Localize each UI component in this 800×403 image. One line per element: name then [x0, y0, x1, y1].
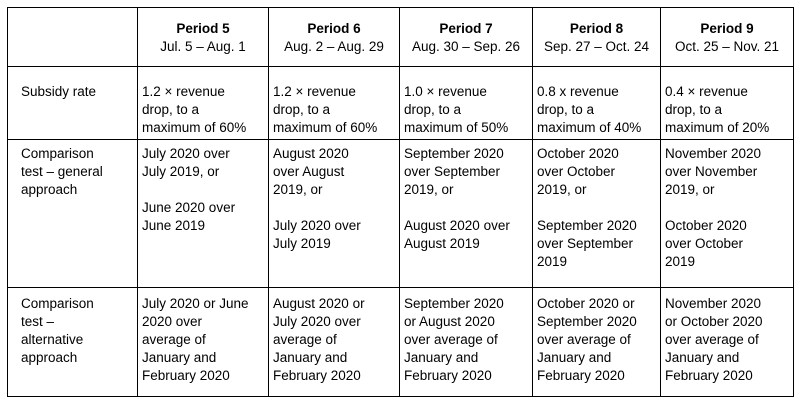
cell-line: average of [273, 332, 337, 347]
subsidy-rate-row [8, 67, 794, 140]
cell-line: 2020 over [142, 314, 203, 329]
table-cell [400, 140, 533, 288]
cell-line: February 2020 [537, 368, 625, 383]
corner-cell [8, 8, 138, 67]
cell-line: August 2020 or [273, 296, 365, 311]
cell-line: January and [404, 350, 479, 365]
cell-line: over October [665, 236, 744, 251]
cell-line: maximum of 60% [273, 120, 378, 135]
table-cell [533, 140, 661, 288]
cell-line: 1.2 × revenue [273, 84, 356, 99]
row-label [8, 140, 138, 288]
cell-line: October 2020 [665, 218, 747, 233]
cell-paragraph [537, 145, 656, 199]
table-cell [661, 140, 794, 288]
cell-line: maximum of 20% [665, 120, 770, 135]
cell-line: 2019 [537, 254, 568, 269]
cell-line: over September [537, 236, 634, 251]
cell-line: September 2020 [404, 296, 504, 311]
period-header [138, 8, 269, 67]
period-name: Period 8 [569, 21, 624, 36]
label-line: approach [21, 182, 78, 197]
subsidy-table [7, 7, 794, 397]
cell-paragraph [142, 145, 264, 181]
period-dates: Aug. 2 – Aug. 29 [284, 39, 384, 54]
cell-line: July 2020 over [273, 218, 361, 233]
cell-line: February 2020 [404, 368, 492, 383]
period-name: Period 9 [700, 21, 754, 36]
cell-paragraph [142, 199, 264, 235]
alternative-approach-row [8, 288, 794, 397]
period-header [400, 8, 533, 67]
table-cell [400, 288, 533, 397]
cell-line: over average of [537, 332, 631, 347]
cell-line: maximum of 60% [142, 120, 247, 135]
period-header [269, 8, 400, 67]
cell-line: June 2020 over [142, 200, 236, 215]
cell-line: September 2020 [537, 314, 637, 329]
row-label [8, 67, 138, 140]
table-cell [533, 288, 661, 397]
cell-line: July 2019 [273, 236, 331, 251]
cell-line: 0.4 × revenue [665, 84, 748, 99]
cell-line: January and [142, 350, 217, 365]
cell-paragraph [665, 145, 789, 199]
cell-line: January and [273, 350, 348, 365]
cell-line: August 2020 [273, 146, 349, 161]
general-approach-row [8, 140, 794, 288]
label-line: Comparison [21, 296, 94, 311]
cell-line: 1.2 × revenue [142, 84, 225, 99]
table-cell [533, 67, 661, 140]
label-line: approach [21, 350, 78, 365]
cell-line: November 2020 [665, 146, 762, 161]
cell-line: 2019, or [404, 182, 454, 197]
table-cell [661, 288, 794, 397]
cell-line: July 2020 over [142, 146, 230, 161]
period-name: Period 5 [176, 21, 230, 36]
cell-line: June 2019 [142, 218, 206, 233]
cell-line: 2019 [665, 254, 696, 269]
cell-line: over November [665, 164, 758, 179]
cell-line: 2019, or [537, 182, 587, 197]
cell-paragraph [273, 145, 395, 199]
cell-line: 2019, or [665, 182, 715, 197]
cell-line: July 2019, or [142, 164, 220, 179]
cell-line: August 2020 over [404, 218, 510, 233]
row-label [8, 288, 138, 397]
cell-line: February 2020 [273, 368, 361, 383]
cell-line: July 2020 or June [142, 296, 249, 311]
cell-line: September 2020 [537, 218, 637, 233]
period-dates: Jul. 5 – Aug. 1 [160, 39, 246, 54]
table-cell [138, 288, 269, 397]
table-cell [269, 288, 400, 397]
cell-line: maximum of 50% [404, 120, 509, 135]
table-cell [269, 67, 400, 140]
table-cell [661, 67, 794, 140]
cell-line: or October 2020 [665, 314, 763, 329]
cell-line: February 2020 [142, 368, 230, 383]
cell-line: drop, to a [665, 102, 723, 117]
table-cell [400, 67, 533, 140]
period-dates: Oct. 25 – Nov. 21 [674, 39, 780, 54]
period-dates: Sep. 27 – Oct. 24 [543, 39, 650, 54]
table-cell [138, 140, 269, 288]
cell-line: January and [665, 350, 740, 365]
row-label-text [21, 295, 121, 367]
cell-line: over September [404, 164, 501, 179]
cell-line: 1.0 × revenue [404, 84, 487, 99]
period-header [533, 8, 661, 67]
cell-paragraph [665, 217, 789, 271]
cell-line: average of [142, 332, 206, 347]
cell-line: over average of [404, 332, 498, 347]
cell-line: 2019, or [273, 182, 323, 197]
period-dates: Aug. 30 – Sep. 26 [411, 39, 521, 54]
cell-line: over August [273, 164, 345, 179]
cell-line: November 2020 [665, 296, 762, 311]
cell-line: August 2019 [404, 236, 480, 251]
cell-line: over October [537, 164, 616, 179]
cell-line: drop, to a [273, 102, 331, 117]
label-line: test – [21, 314, 55, 329]
cell-line: October 2020 or [537, 296, 635, 311]
cell-line: 0.8 x revenue [537, 84, 619, 99]
period-name: Period 7 [439, 21, 493, 36]
cell-line: drop, to a [142, 102, 200, 117]
cell-paragraph [404, 145, 528, 199]
label-line: test – general [21, 164, 103, 179]
header-row [8, 8, 794, 67]
period-header [661, 8, 794, 67]
table-cell [269, 140, 400, 288]
cell-line: maximum of 40% [537, 120, 642, 135]
label-line: Comparison [21, 146, 94, 161]
table-cell [138, 67, 269, 140]
cell-line: drop, to a [537, 102, 595, 117]
cell-line: drop, to a [404, 102, 462, 117]
cell-line: or August 2020 [404, 314, 495, 329]
cell-paragraph [404, 217, 528, 253]
row-label-text: Subsidy rate [21, 84, 97, 99]
cell-paragraph [273, 217, 395, 253]
cell-line: September 2020 [404, 146, 504, 161]
cell-paragraph [537, 217, 656, 271]
cell-line: January and [537, 350, 612, 365]
cell-line: July 2020 over [273, 314, 361, 329]
cell-line: October 2020 [537, 146, 619, 161]
cell-line: over average of [665, 332, 759, 347]
row-label-text [21, 145, 121, 199]
label-line: alternative [21, 332, 84, 347]
period-name: Period 6 [307, 21, 361, 36]
cell-line: February 2020 [665, 368, 753, 383]
